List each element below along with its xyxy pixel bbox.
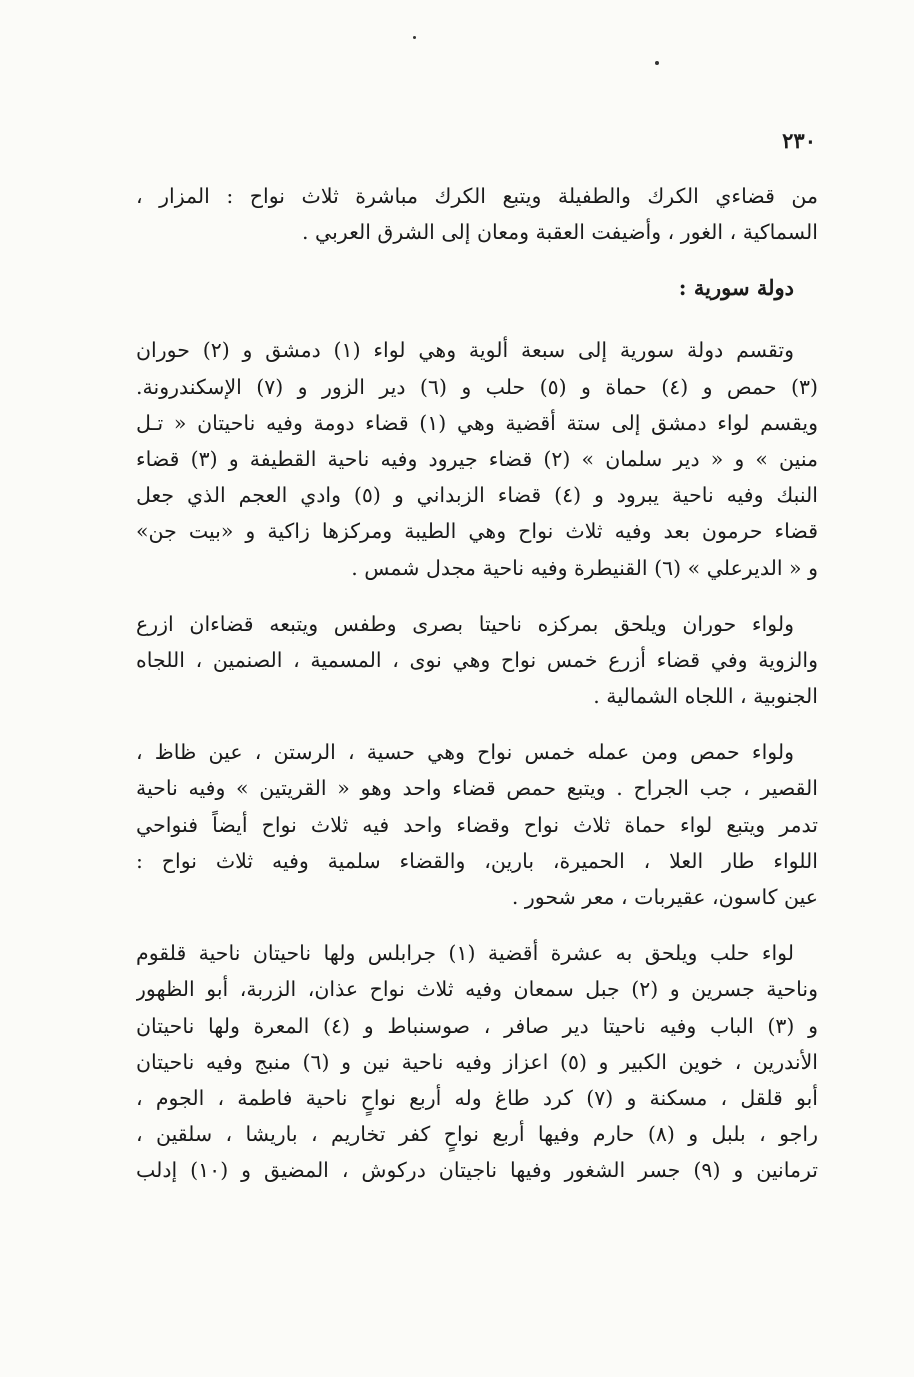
intro-paragraph [136, 178, 818, 250]
text-line: و (٣) الباب وفيه ناحيتا دير صافر ، صوسنباط و (٤) المعرة ولها ناحيتان [136, 1013, 818, 1038]
text-line: والزوية وفي قضاء أزرع خمس نواح وهي نوى ، المسمية ، الصنمين ، اللجاه [136, 647, 818, 672]
text-line: ويقسم لواء دمشق إلى ستة أقضية وهي (١) قضاء دومة وفيه ناحيتان « تـل [136, 410, 818, 435]
text-line: القصير ، جب الجراح . ويتبع حمص قضاء واحد وهو « القريتين » وفيه ناحية [136, 776, 818, 801]
text-line: قضاء حرمون بعد وفيه ثلاث نواح وهي الطيبة ومركزها زاكية و «بيت جن» [136, 519, 818, 544]
text-line: أبو قلقل ، مسكنة و (٧) كرد طاغ وله أربع نواحٍ ناحية فاطمة ، الجوم ، [136, 1085, 818, 1110]
text-line: لواء حلب ويلحق به عشرة أقضية (١) جرابلس ولها ناحيتان ناحية قلقوم [136, 941, 794, 966]
text-line: من قضاءي الكرك والطفيلة ويتبع الكرك مباشرة ثلاث نواح : المزار ، [136, 184, 818, 208]
text-line: (٣) حمص و (٤) حماة و (٥) حلب و (٦) دير الزور و (٧) الإسكندرونة. [136, 374, 818, 399]
text-line: النبك وفيه ناحية يبرود و (٤) قضاء الزبداني و (٥) وادي العجم الذي جعل [136, 483, 818, 508]
paragraph-homs [136, 734, 818, 915]
text-line: وناحية جسرين و (٢) جبل سمعان وفيه ثلاث نواح عذان، الزربة، أبو الظهور [136, 977, 818, 1002]
text-line: تدمر ويتبع لواء حماة ثلاث نواح وقضاء واحد فيه ثلاث نواح أيضاً فنواحي [136, 812, 818, 837]
text-line: ولواء حمص ومن عمله خمس نواح وهي حسية ، الرستن ، عين ظاظ ، [136, 740, 794, 765]
scan-speck [413, 36, 416, 39]
scan-speck [655, 61, 659, 65]
text-line: الأندرين ، خوين الكبير و (٥) اعزاز وفيه ناحية نين و (٦) منبج وفيه ناحيتان [136, 1049, 818, 1074]
text-line: الجنوبية ، اللجاه الشمالية . [593, 684, 818, 709]
document-body [136, 178, 818, 1209]
text-line: راجو ، بلبل و (٨) حارم وفيها أربع نواحٍ كفر تخاريم ، باريشا ، سلقين ، [136, 1122, 818, 1147]
paragraph-aleppo [136, 935, 818, 1188]
text-line: ولواء حوران ويلحق بمركزه ناحيتا بصرى وطفس ويتبعه قضاءان ازرع [136, 611, 794, 636]
text-line: عين كاسون، عقيربات ، معر شحور . [511, 885, 818, 909]
section-heading: دولة سورية : [678, 275, 794, 301]
text-line: السماكية ، الغور ، وأضيفت العقبة ومعان إلى الشرق العربي . [301, 220, 818, 245]
paragraph-syria-liwas [136, 332, 818, 585]
text-line: منين » و « دير سلمان » (٢) قضاء جيرود وفيه ناحية القطيفة و (٣) قضاء [136, 446, 818, 471]
text-line: ترمانين و (٩) جسر الشغور وفيها ناجيتان دركوش ، المضيق و (١٠) إدلب [136, 1158, 818, 1183]
text-line: اللواء طار العلا ، الحميرة، بارين، والقضاء سلمية وفيه ثلاث نواح : [136, 848, 818, 873]
text-line: و « الديرعلي » (٦) القنيطرة وفيه ناحية مجدل شمس . [351, 555, 818, 580]
text-line: وتقسم دولة سورية إلى سبعة ألوية وهي لواء (١) دمشق و (٢) حوران [136, 338, 794, 363]
paragraph-hauran [136, 606, 818, 715]
page-number: ٢٣٠ [782, 128, 816, 153]
